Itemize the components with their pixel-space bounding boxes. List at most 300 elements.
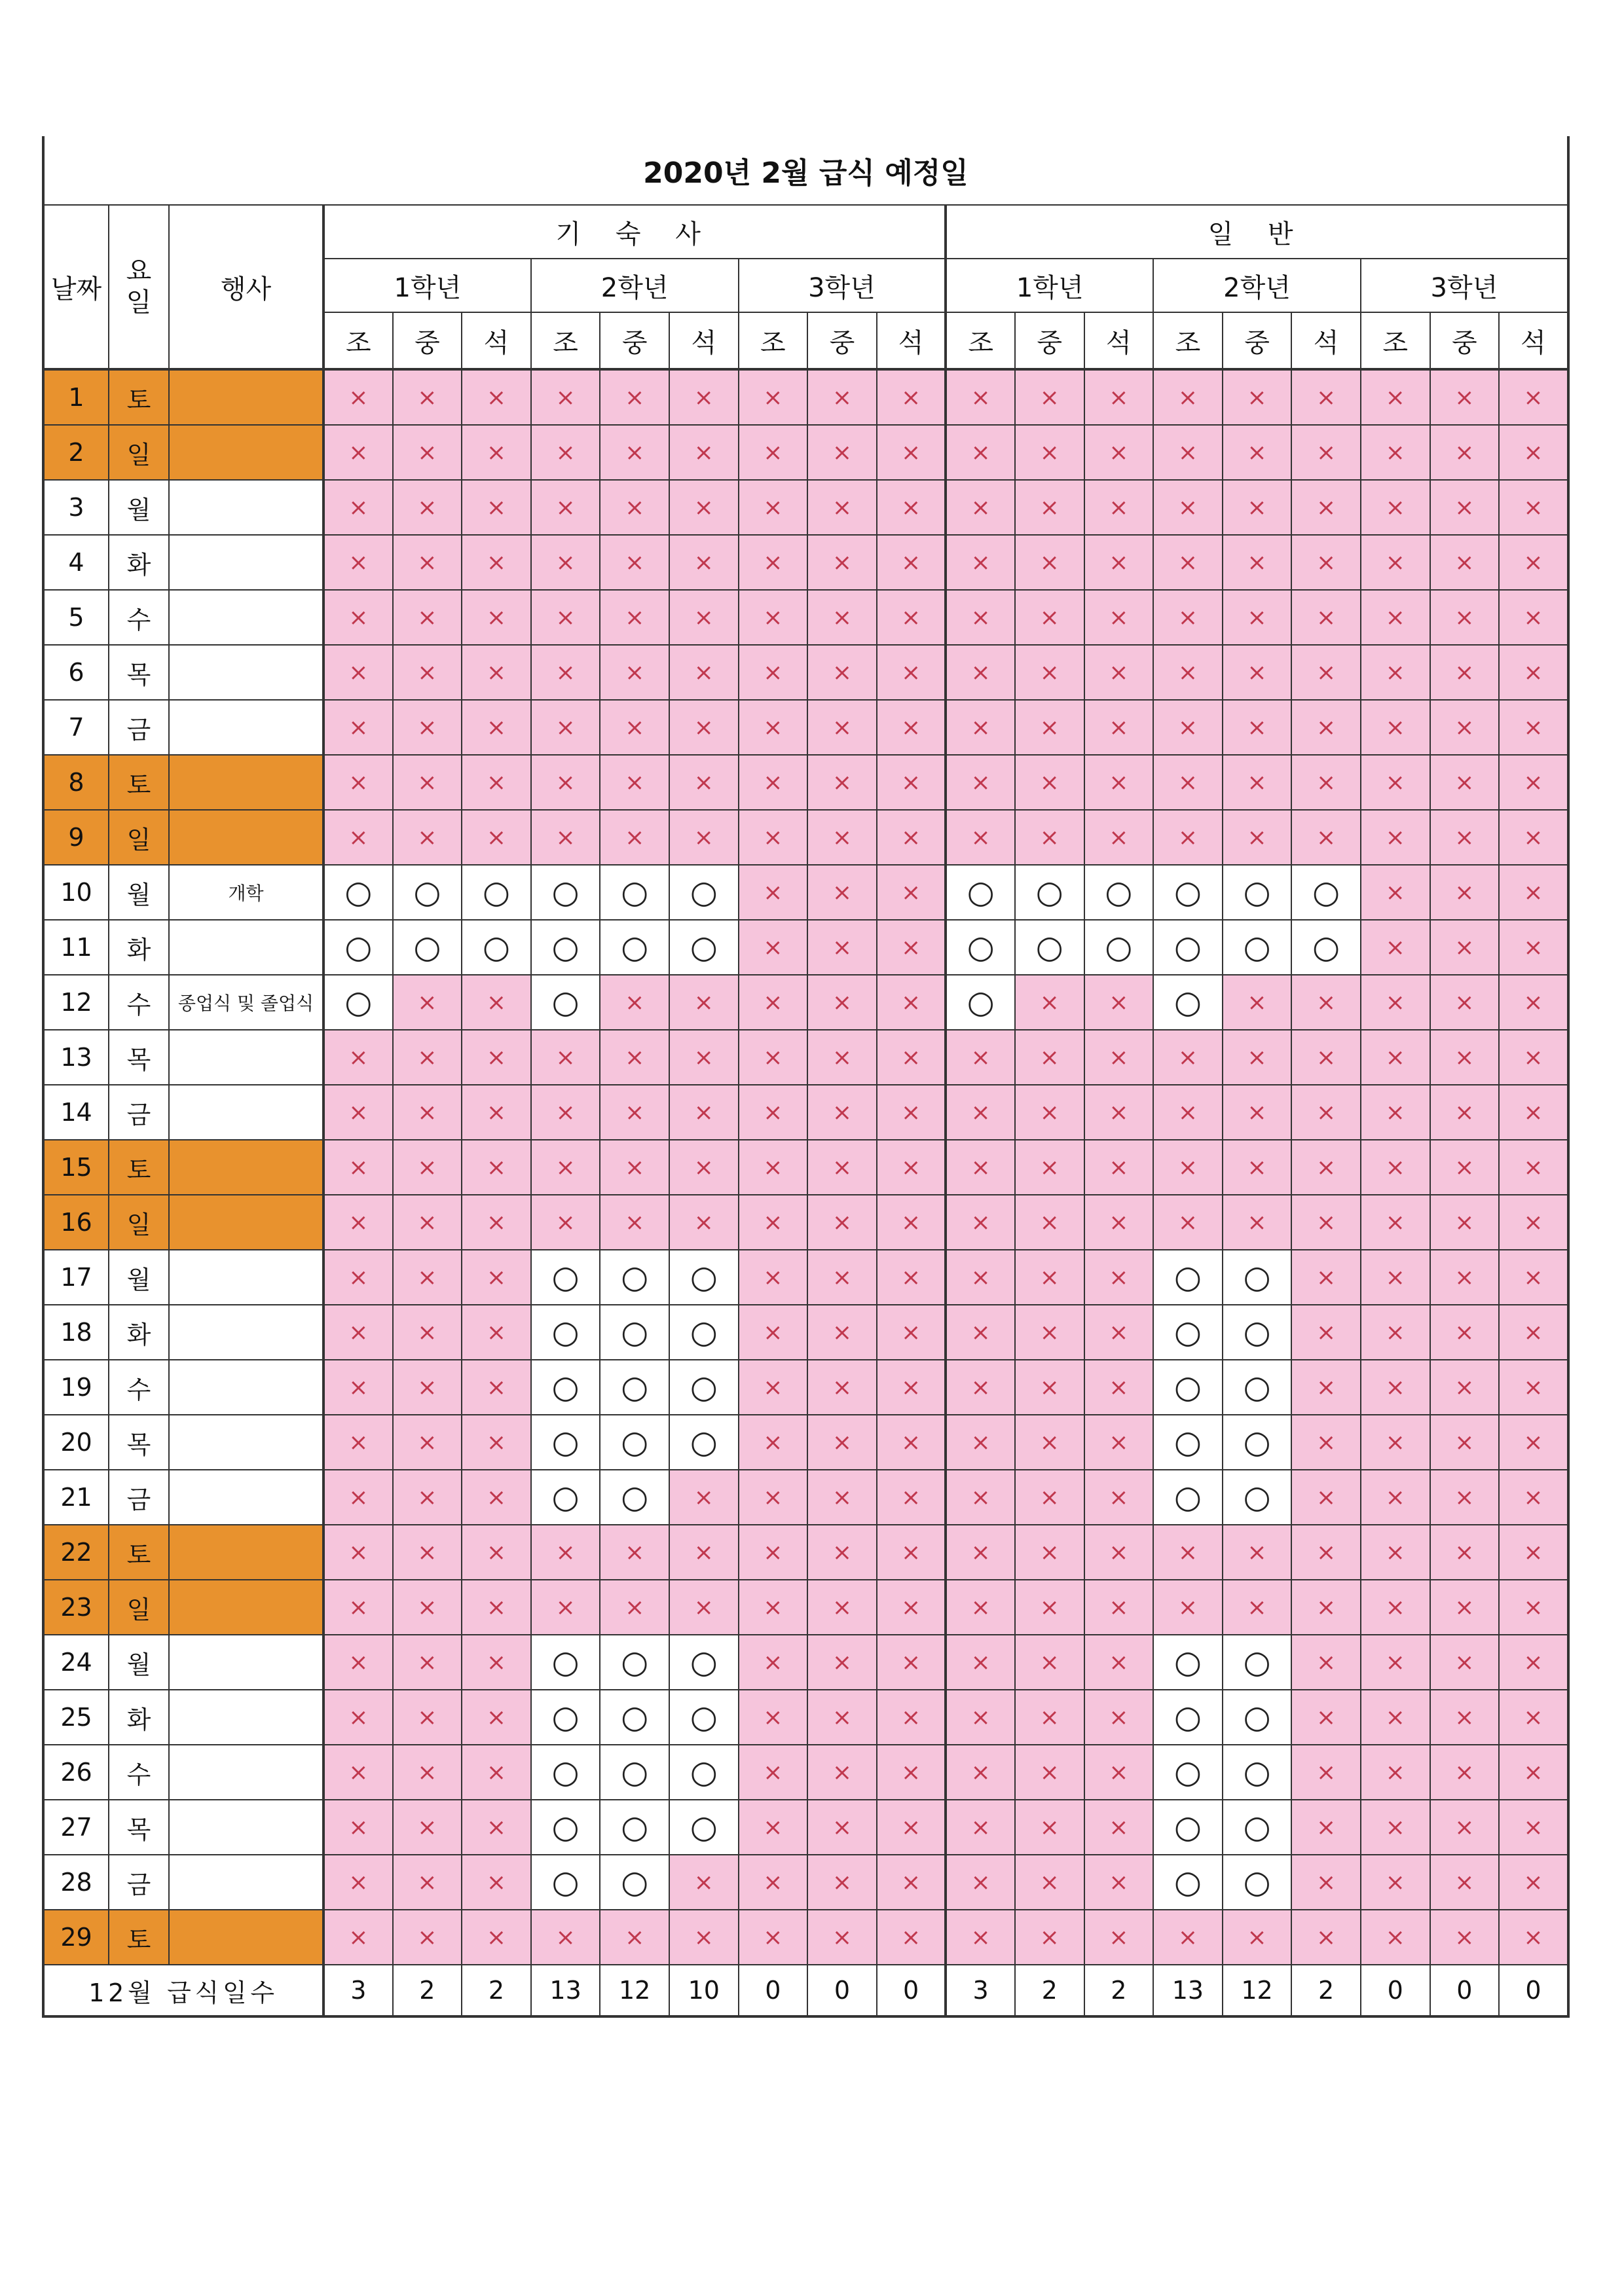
meal-served-mark: ○ xyxy=(393,865,462,920)
meal-not-served-mark: × xyxy=(1499,1690,1568,1745)
meal-served-mark: ○ xyxy=(531,865,600,920)
meal-not-served-mark: × xyxy=(669,369,739,425)
date-cell: 7 xyxy=(43,700,109,755)
meal-header: 조 xyxy=(946,312,1015,369)
meal-not-served-mark: × xyxy=(1430,975,1500,1030)
meal-not-served-mark: × xyxy=(1084,1030,1154,1085)
meal-not-served-mark: × xyxy=(1430,810,1500,865)
meal-not-served-mark: × xyxy=(1430,1250,1500,1305)
meal-not-served-mark: × xyxy=(807,1800,877,1855)
meal-header: 조 xyxy=(739,312,808,369)
meal-not-served-mark: × xyxy=(1291,1525,1361,1580)
meal-not-served-mark: × xyxy=(1084,480,1154,535)
meal-not-served-mark: × xyxy=(1015,1855,1084,1910)
event-cell xyxy=(169,1030,323,1085)
meal-not-served-mark: × xyxy=(393,1195,462,1250)
meal-not-served-mark: × xyxy=(1361,590,1430,645)
weekday-cell: 토 xyxy=(109,1910,169,1965)
meal-not-served-mark: × xyxy=(1084,369,1154,425)
meal-header: 석 xyxy=(462,312,531,369)
total-value: 0 xyxy=(1430,1965,1500,2016)
meal-not-served-mark: × xyxy=(739,1030,808,1085)
meal-not-served-mark: × xyxy=(946,1195,1015,1250)
meal-served-mark: ○ xyxy=(531,1305,600,1360)
meal-served-mark: ○ xyxy=(669,1415,739,1470)
meal-not-served-mark: × xyxy=(877,369,946,425)
event-cell xyxy=(169,1525,323,1580)
meal-not-served-mark: × xyxy=(1499,810,1568,865)
meal-not-served-mark: × xyxy=(462,700,531,755)
meal-not-served-mark: × xyxy=(600,1580,669,1635)
meal-not-served-mark: × xyxy=(1430,1580,1500,1635)
meal-not-served-mark: × xyxy=(1015,1250,1084,1305)
meal-not-served-mark: × xyxy=(1015,1030,1084,1085)
meal-not-served-mark: × xyxy=(600,590,669,645)
meal-not-served-mark: × xyxy=(1499,1305,1568,1360)
table-row xyxy=(43,590,1568,645)
meal-not-served-mark: × xyxy=(323,1800,393,1855)
meal-not-served-mark: × xyxy=(1291,810,1361,865)
meal-served-mark: ○ xyxy=(531,975,600,1030)
meal-not-served-mark: × xyxy=(1015,480,1084,535)
event-cell xyxy=(169,1470,323,1525)
meal-not-served-mark: × xyxy=(393,1800,462,1855)
meal-served-mark: ○ xyxy=(600,1745,669,1800)
weekday-cell: 수 xyxy=(109,1360,169,1415)
table-row xyxy=(43,1195,1568,1250)
meal-not-served-mark: × xyxy=(1361,865,1430,920)
meal-not-served-mark: × xyxy=(1084,1305,1154,1360)
meal-not-served-mark: × xyxy=(1153,1910,1223,1965)
grade-header: 2학년 xyxy=(531,259,739,312)
total-value: 2 xyxy=(1015,1965,1084,2016)
meal-not-served-mark: × xyxy=(946,425,1015,480)
meal-not-served-mark: × xyxy=(739,1910,808,1965)
meal-not-served-mark: × xyxy=(807,1415,877,1470)
meal-not-served-mark: × xyxy=(1430,1690,1500,1745)
date-cell: 6 xyxy=(43,645,109,700)
date-cell: 8 xyxy=(43,755,109,810)
meal-not-served-mark: × xyxy=(946,1855,1015,1910)
meal-not-served-mark: × xyxy=(739,369,808,425)
meal-not-served-mark: × xyxy=(600,1525,669,1580)
weekday-cell: 수 xyxy=(109,1745,169,1800)
meal-not-served-mark: × xyxy=(946,1525,1015,1580)
event-cell xyxy=(169,590,323,645)
weekday-cell: 월 xyxy=(109,865,169,920)
meal-not-served-mark: × xyxy=(1499,975,1568,1030)
table-row xyxy=(43,700,1568,755)
meal-not-served-mark: × xyxy=(1430,920,1500,975)
event-cell xyxy=(169,1855,323,1910)
table-row xyxy=(43,1910,1568,1965)
meal-not-served-mark: × xyxy=(1291,1580,1361,1635)
meal-served-mark: ○ xyxy=(1153,1635,1223,1690)
meal-not-served-mark: × xyxy=(1499,1745,1568,1800)
meal-not-served-mark: × xyxy=(1015,1910,1084,1965)
meal-not-served-mark: × xyxy=(393,535,462,590)
meal-not-served-mark: × xyxy=(462,1525,531,1580)
meal-not-served-mark: × xyxy=(1291,1195,1361,1250)
meal-not-served-mark: × xyxy=(600,1910,669,1965)
meal-header: 석 xyxy=(1499,312,1568,369)
meal-not-served-mark: × xyxy=(1430,1415,1500,1470)
meal-not-served-mark: × xyxy=(393,1525,462,1580)
meal-not-served-mark: × xyxy=(1015,590,1084,645)
meal-not-served-mark: × xyxy=(1361,975,1430,1030)
meal-not-served-mark: × xyxy=(393,700,462,755)
meal-not-served-mark: × xyxy=(1223,755,1292,810)
meal-not-served-mark: × xyxy=(1430,1195,1500,1250)
table-row xyxy=(43,865,1568,920)
meal-not-served-mark: × xyxy=(1084,1690,1154,1745)
meal-not-served-mark: × xyxy=(323,755,393,810)
meal-not-served-mark: × xyxy=(946,645,1015,700)
meal-not-served-mark: × xyxy=(669,1140,739,1195)
meal-not-served-mark: × xyxy=(669,425,739,480)
meal-not-served-mark: × xyxy=(1223,700,1292,755)
meal-not-served-mark: × xyxy=(1430,425,1500,480)
meal-not-served-mark: × xyxy=(807,1745,877,1800)
meal-not-served-mark: × xyxy=(393,645,462,700)
meal-not-served-mark: × xyxy=(531,480,600,535)
meal-served-mark: ○ xyxy=(600,1250,669,1305)
meal-not-served-mark: × xyxy=(531,700,600,755)
meal-served-mark: ○ xyxy=(1153,1800,1223,1855)
table-row xyxy=(43,369,1568,425)
date-cell: 12 xyxy=(43,975,109,1030)
meal-not-served-mark: × xyxy=(946,810,1015,865)
meal-served-mark: ○ xyxy=(669,1690,739,1745)
meal-not-served-mark: × xyxy=(462,590,531,645)
meal-not-served-mark: × xyxy=(1084,810,1154,865)
weekday-cell: 수 xyxy=(109,975,169,1030)
meal-not-served-mark: × xyxy=(1361,920,1430,975)
meal-not-served-mark: × xyxy=(462,1470,531,1525)
meal-not-served-mark: × xyxy=(946,590,1015,645)
meal-served-mark: ○ xyxy=(600,920,669,975)
meal-not-served-mark: × xyxy=(739,1690,808,1745)
totals-label: 12월 급식일수 xyxy=(43,1965,323,2016)
meal-not-served-mark: × xyxy=(1084,1525,1154,1580)
meal-not-served-mark: × xyxy=(1430,1030,1500,1085)
meal-not-served-mark: × xyxy=(1153,1525,1223,1580)
meal-not-served-mark: × xyxy=(1153,645,1223,700)
meal-not-served-mark: × xyxy=(877,1525,946,1580)
meal-not-served-mark: × xyxy=(1361,645,1430,700)
meal-not-served-mark: × xyxy=(946,369,1015,425)
meal-not-served-mark: × xyxy=(1153,1085,1223,1140)
meal-not-served-mark: × xyxy=(1499,1195,1568,1250)
meal-header: 조 xyxy=(531,312,600,369)
meal-not-served-mark: × xyxy=(877,1195,946,1250)
meal-served-mark: ○ xyxy=(1153,1360,1223,1415)
dorm-header: 기 숙 사 xyxy=(323,205,946,259)
date-cell: 4 xyxy=(43,535,109,590)
meal-not-served-mark: × xyxy=(323,1745,393,1800)
event-cell xyxy=(169,1250,323,1305)
meal-not-served-mark: × xyxy=(877,1910,946,1965)
meal-not-served-mark: × xyxy=(946,1140,1015,1195)
meal-served-mark: ○ xyxy=(600,1470,669,1525)
meal-not-served-mark: × xyxy=(1430,755,1500,810)
meal-not-served-mark: × xyxy=(393,1030,462,1085)
meal-not-served-mark: × xyxy=(669,1470,739,1525)
total-value: 10 xyxy=(669,1965,739,2016)
meal-served-mark: ○ xyxy=(1084,920,1154,975)
meal-not-served-mark: × xyxy=(1499,1085,1568,1140)
meal-served-mark: ○ xyxy=(1223,1855,1292,1910)
total-value: 13 xyxy=(531,1965,600,2016)
meal-not-served-mark: × xyxy=(1015,1140,1084,1195)
meal-not-served-mark: × xyxy=(323,1855,393,1910)
event-cell xyxy=(169,480,323,535)
meal-not-served-mark: × xyxy=(739,590,808,645)
date-cell: 28 xyxy=(43,1855,109,1910)
meal-not-served-mark: × xyxy=(877,480,946,535)
meal-not-served-mark: × xyxy=(462,1030,531,1085)
meal-not-served-mark: × xyxy=(462,480,531,535)
meal-not-served-mark: × xyxy=(393,369,462,425)
meal-served-mark: ○ xyxy=(1153,1305,1223,1360)
meal-not-served-mark: × xyxy=(877,1855,946,1910)
meal-not-served-mark: × xyxy=(1361,1800,1430,1855)
meal-not-served-mark: × xyxy=(1291,425,1361,480)
meal-not-served-mark: × xyxy=(807,645,877,700)
meal-not-served-mark: × xyxy=(1361,535,1430,590)
meal-not-served-mark: × xyxy=(739,1195,808,1250)
table-row xyxy=(43,1525,1568,1580)
meal-not-served-mark: × xyxy=(323,1030,393,1085)
date-cell: 23 xyxy=(43,1580,109,1635)
event-cell: 종업식 및 졸업식 xyxy=(169,975,323,1030)
meal-header: 석 xyxy=(877,312,946,369)
grade-header: 1학년 xyxy=(946,259,1153,312)
meal-served-mark: ○ xyxy=(1223,1690,1292,1745)
total-value: 2 xyxy=(1291,1965,1361,2016)
meal-not-served-mark: × xyxy=(462,1085,531,1140)
meal-not-served-mark: × xyxy=(1223,425,1292,480)
meal-not-served-mark: × xyxy=(877,1140,946,1195)
meal-not-served-mark: × xyxy=(1430,1745,1500,1800)
meal-not-served-mark: × xyxy=(669,590,739,645)
meal-not-served-mark: × xyxy=(1084,1140,1154,1195)
meal-not-served-mark: × xyxy=(1499,1470,1568,1525)
weekday-cell: 일 xyxy=(109,1195,169,1250)
event-cell xyxy=(169,425,323,480)
meal-not-served-mark: × xyxy=(1361,425,1430,480)
meal-not-served-mark: × xyxy=(1153,1195,1223,1250)
date-cell: 19 xyxy=(43,1360,109,1415)
total-value: 3 xyxy=(946,1965,1015,2016)
table-row xyxy=(43,1305,1568,1360)
meal-not-served-mark: × xyxy=(877,1690,946,1745)
meal-not-served-mark: × xyxy=(877,810,946,865)
meal-not-served-mark: × xyxy=(1223,975,1292,1030)
meal-served-mark: ○ xyxy=(531,1800,600,1855)
event-cell xyxy=(169,1415,323,1470)
meal-not-served-mark: × xyxy=(1430,1470,1500,1525)
meal-not-served-mark: × xyxy=(462,1800,531,1855)
meal-not-served-mark: × xyxy=(946,1580,1015,1635)
meal-not-served-mark: × xyxy=(462,1305,531,1360)
meal-not-served-mark: × xyxy=(462,1855,531,1910)
meal-served-mark: ○ xyxy=(669,920,739,975)
date-header: 날짜 xyxy=(43,205,109,369)
meal-not-served-mark: × xyxy=(1291,535,1361,590)
meal-not-served-mark: × xyxy=(462,1250,531,1305)
meal-not-served-mark: × xyxy=(807,1305,877,1360)
table-row xyxy=(43,1360,1568,1415)
meal-served-mark: ○ xyxy=(669,1800,739,1855)
date-cell: 27 xyxy=(43,1800,109,1855)
date-cell: 10 xyxy=(43,865,109,920)
meal-not-served-mark: × xyxy=(807,1195,877,1250)
meal-not-served-mark: × xyxy=(1015,1360,1084,1415)
meal-not-served-mark: × xyxy=(393,1470,462,1525)
meal-not-served-mark: × xyxy=(946,1360,1015,1415)
meal-not-served-mark: × xyxy=(669,535,739,590)
meal-not-served-mark: × xyxy=(531,810,600,865)
meal-not-served-mark: × xyxy=(1499,1415,1568,1470)
weekday-cell: 목 xyxy=(109,1415,169,1470)
weekday-cell: 토 xyxy=(109,755,169,810)
meal-served-mark: ○ xyxy=(669,1305,739,1360)
meal-not-served-mark: × xyxy=(323,1140,393,1195)
meal-served-mark: ○ xyxy=(531,1635,600,1690)
event-cell xyxy=(169,755,323,810)
table-row xyxy=(43,755,1568,810)
meal-not-served-mark: × xyxy=(669,810,739,865)
meal-not-served-mark: × xyxy=(323,425,393,480)
meal-not-served-mark: × xyxy=(739,810,808,865)
total-value: 0 xyxy=(1499,1965,1568,2016)
meal-not-served-mark: × xyxy=(669,975,739,1030)
weekday-cell: 목 xyxy=(109,1030,169,1085)
meal-not-served-mark: × xyxy=(1361,1580,1430,1635)
date-cell: 2 xyxy=(43,425,109,480)
meal-served-mark: ○ xyxy=(600,1855,669,1910)
total-value: 12 xyxy=(600,1965,669,2016)
meal-not-served-mark: × xyxy=(1084,425,1154,480)
meal-not-served-mark: × xyxy=(1361,755,1430,810)
meal-header: 중 xyxy=(807,312,877,369)
meal-not-served-mark: × xyxy=(807,1360,877,1415)
meal-not-served-mark: × xyxy=(877,755,946,810)
meal-served-mark: ○ xyxy=(669,1250,739,1305)
meal-not-served-mark: × xyxy=(669,755,739,810)
meal-not-served-mark: × xyxy=(600,369,669,425)
date-cell: 16 xyxy=(43,1195,109,1250)
meal-not-served-mark: × xyxy=(1430,645,1500,700)
meal-not-served-mark: × xyxy=(393,1690,462,1745)
meal-not-served-mark: × xyxy=(1291,1415,1361,1470)
table-row xyxy=(43,920,1568,975)
table-row xyxy=(43,1030,1568,1085)
meal-not-served-mark: × xyxy=(600,535,669,590)
general-header: 일 반 xyxy=(946,205,1568,259)
meal-not-served-mark: × xyxy=(739,1470,808,1525)
meal-not-served-mark: × xyxy=(1153,369,1223,425)
weekday-cell: 토 xyxy=(109,1525,169,1580)
meal-header: 중 xyxy=(1223,312,1292,369)
meal-served-mark: ○ xyxy=(1291,865,1361,920)
meal-not-served-mark: × xyxy=(1223,1580,1292,1635)
event-cell xyxy=(169,1745,323,1800)
table-row xyxy=(43,1635,1568,1690)
meal-not-served-mark: × xyxy=(600,755,669,810)
total-value: 3 xyxy=(323,1965,393,2016)
meal-not-served-mark: × xyxy=(1084,1910,1154,1965)
meal-served-mark: ○ xyxy=(1223,1250,1292,1305)
meal-not-served-mark: × xyxy=(462,975,531,1030)
grade-header: 3학년 xyxy=(1361,259,1568,312)
meal-served-mark: ○ xyxy=(1223,1470,1292,1525)
meal-not-served-mark: × xyxy=(1499,425,1568,480)
meal-not-served-mark: × xyxy=(1223,369,1292,425)
meal-not-served-mark: × xyxy=(1015,645,1084,700)
date-cell: 26 xyxy=(43,1745,109,1800)
page-title: 2020년 2월 급식 예정일 xyxy=(43,136,1568,205)
meal-not-served-mark: × xyxy=(1015,700,1084,755)
meal-not-served-mark: × xyxy=(323,1470,393,1525)
meal-not-served-mark: × xyxy=(323,1910,393,1965)
meal-not-served-mark: × xyxy=(1291,1140,1361,1195)
meal-not-served-mark: × xyxy=(393,590,462,645)
grade-header: 2학년 xyxy=(1153,259,1361,312)
meal-not-served-mark: × xyxy=(393,1580,462,1635)
date-cell: 20 xyxy=(43,1415,109,1470)
meal-not-served-mark: × xyxy=(1291,1800,1361,1855)
meal-not-served-mark: × xyxy=(1499,700,1568,755)
weekday-cell: 화 xyxy=(109,535,169,590)
table-row xyxy=(43,1415,1568,1470)
meal-not-served-mark: × xyxy=(1084,1800,1154,1855)
meal-not-served-mark: × xyxy=(877,1470,946,1525)
meal-served-mark: ○ xyxy=(1153,975,1223,1030)
meal-not-served-mark: × xyxy=(1153,425,1223,480)
meal-not-served-mark: × xyxy=(323,1415,393,1470)
meal-not-served-mark: × xyxy=(1361,1195,1430,1250)
meal-not-served-mark: × xyxy=(531,1195,600,1250)
meal-not-served-mark: × xyxy=(393,1635,462,1690)
meal-not-served-mark: × xyxy=(323,1580,393,1635)
meal-not-served-mark: × xyxy=(807,920,877,975)
meal-served-mark: ○ xyxy=(1223,865,1292,920)
meal-served-mark: ○ xyxy=(600,1690,669,1745)
meal-not-served-mark: × xyxy=(462,425,531,480)
meal-not-served-mark: × xyxy=(323,645,393,700)
meal-served-mark: ○ xyxy=(531,1690,600,1745)
meal-served-mark: ○ xyxy=(1015,865,1084,920)
meal-not-served-mark: × xyxy=(600,425,669,480)
meal-not-served-mark: × xyxy=(877,425,946,480)
meal-not-served-mark: × xyxy=(1361,1360,1430,1415)
meal-not-served-mark: × xyxy=(1084,1635,1154,1690)
meal-not-served-mark: × xyxy=(600,1030,669,1085)
meal-not-served-mark: × xyxy=(1291,1745,1361,1800)
event-cell xyxy=(169,810,323,865)
meal-not-served-mark: × xyxy=(323,1195,393,1250)
meal-not-served-mark: × xyxy=(1291,1690,1361,1745)
meal-not-served-mark: × xyxy=(600,1140,669,1195)
meal-served-mark: ○ xyxy=(600,1635,669,1690)
meal-not-served-mark: × xyxy=(1361,480,1430,535)
meal-not-served-mark: × xyxy=(1084,535,1154,590)
meal-not-served-mark: × xyxy=(739,535,808,590)
meal-not-served-mark: × xyxy=(807,975,877,1030)
meal-not-served-mark: × xyxy=(669,700,739,755)
